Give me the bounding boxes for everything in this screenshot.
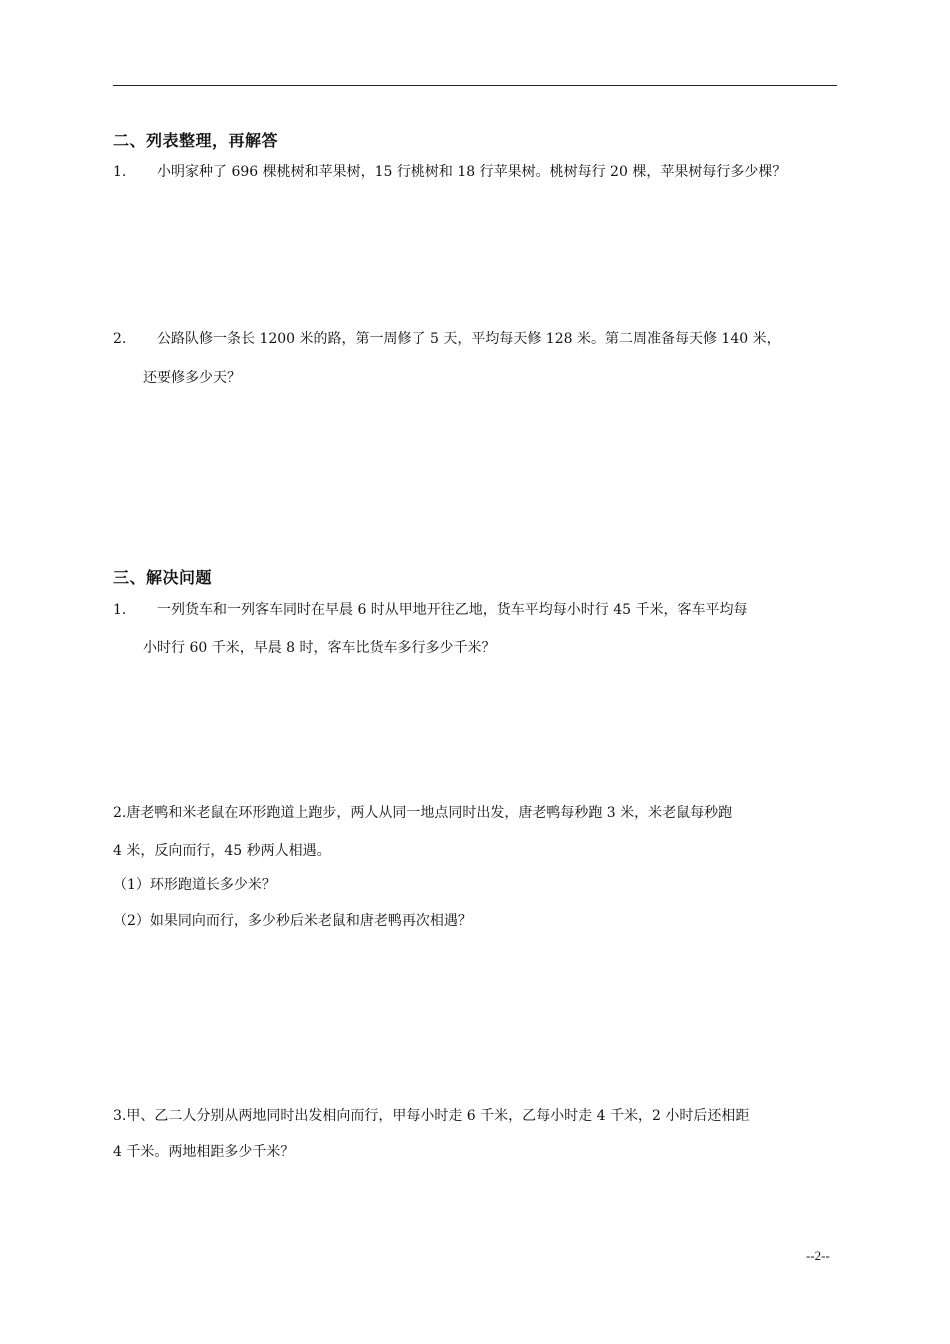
section-3-question-2-text-line-1: 2.唐老鸭和米老鼠在环形跑道上跑步，两人从同一地点同时出发，唐老鸭每秒跑 3 米，米老鼠每秒跑	[113, 805, 733, 821]
section-2-question-1-number: 1.	[113, 164, 127, 180]
section-3-question-3-text-line-2: 4 千米。两地相距多少千米？	[113, 1144, 295, 1160]
section-3-question-1-text-line-2: 小时行 60 千米，早晨 8 时，客车比货车多行多少千米？	[143, 640, 496, 656]
section-3-question-3-text-line-1: 3.甲、乙二人分别从两地同时出发相向而行，甲每小时走 6 千米，乙每小时走 4 千米，2 小时后还相距	[113, 1108, 750, 1124]
section-3-question-2-subquestion-2: （2）如果同向而行，多少秒后米老鼠和唐老鸭再次相遇？	[113, 913, 472, 929]
section-2-question-2-text-line-1: 公路队修一条长 1200 米的路，第一周修了 5 天，平均每天修 128 米。第二周准备每天修 140 米，	[157, 331, 781, 347]
section-3-question-2-text-line-2: 4 米，反向而行，45 秒两人相遇。	[113, 843, 331, 859]
header-rule	[113, 85, 837, 86]
page-number: --2--	[806, 1248, 830, 1263]
section-2-question-1-text: 小明家种了 696 棵桃树和苹果树，15 行桃树和 18 行苹果树。桃树每行 20 棵，苹果树每行多少棵？	[157, 164, 787, 180]
section-3-question-2-subquestion-1: （1）环形跑道长多少米？	[113, 877, 276, 893]
section-2-question-2-number: 2.	[113, 331, 127, 347]
section-3-question-1-text-line-1: 一列货车和一列客车同时在早晨 6 时从甲地开往乙地，货车平均每小时行 45 千米，客车平均每	[157, 602, 748, 618]
section-3-title: 三、解决问题	[113, 568, 213, 587]
section-2-question-2-text-line-2: 还要修多少天？	[143, 370, 241, 386]
section-3-question-1-number: 1.	[113, 602, 127, 618]
section-2-title: 二、列表整理，再解答	[113, 131, 279, 150]
